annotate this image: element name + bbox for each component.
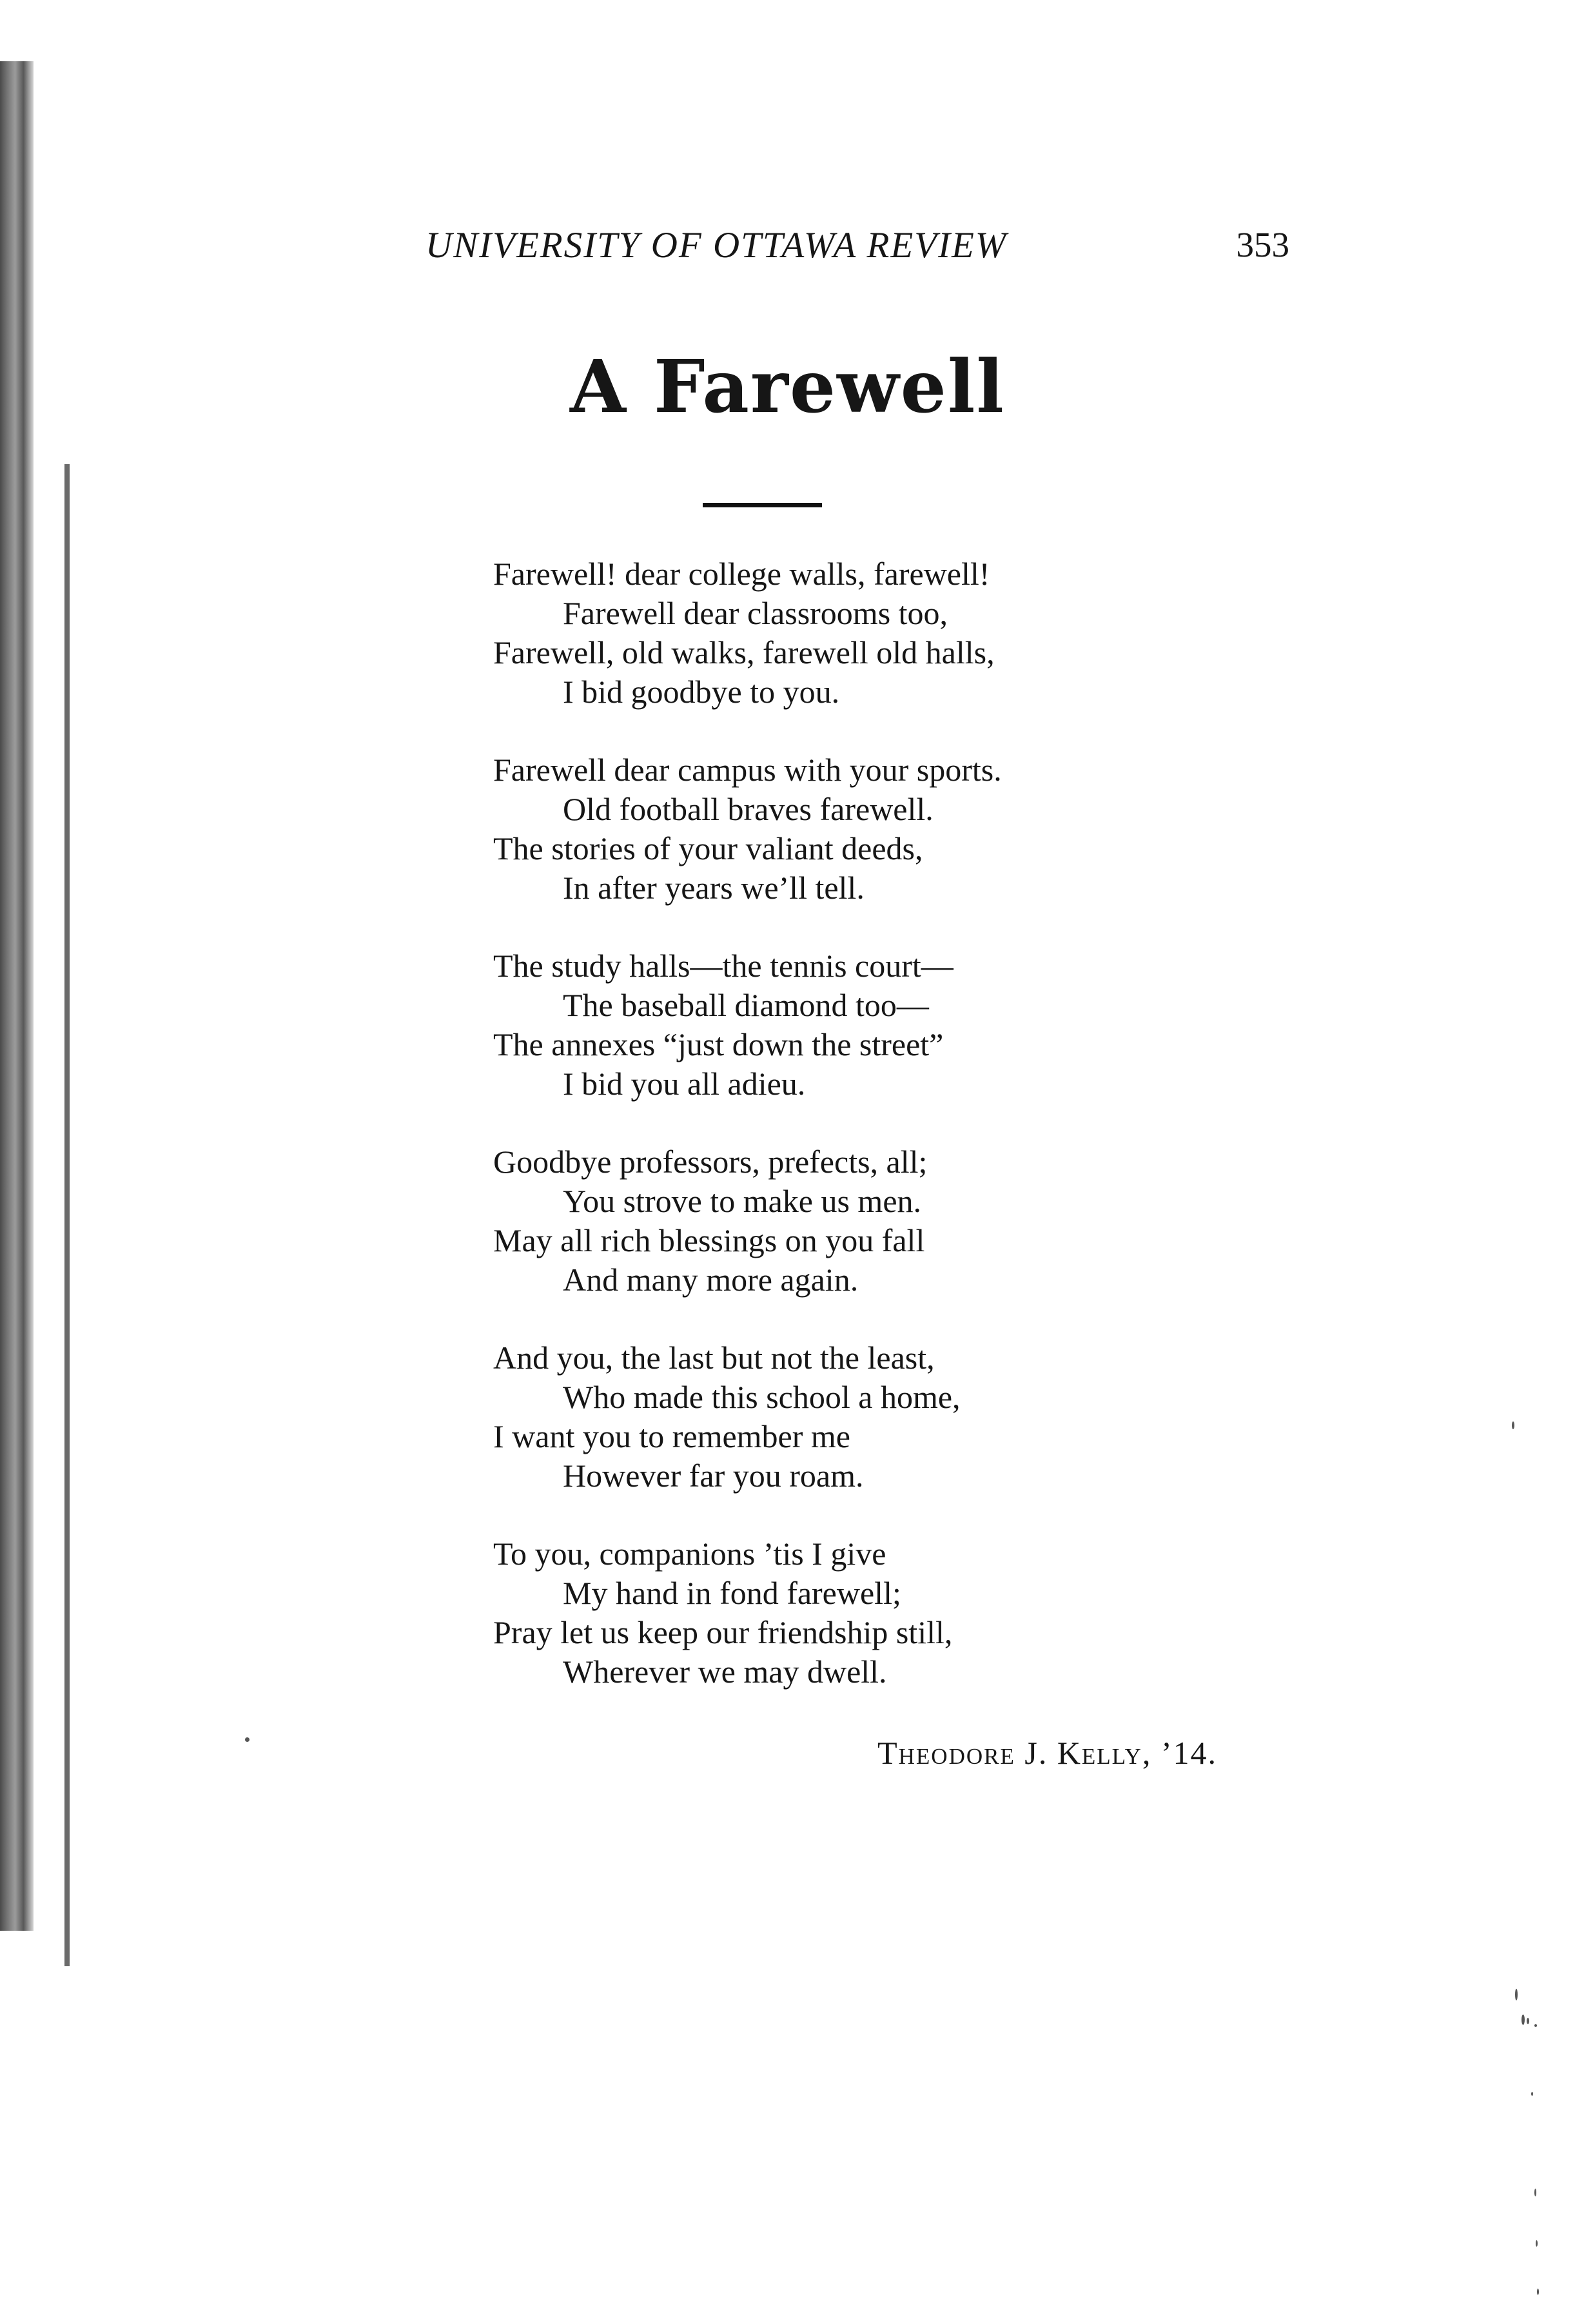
- poem-line: Farewell, old walks, farewell old halls,: [493, 634, 995, 670]
- stanza: [493, 1534, 1331, 1692]
- title-rule: [703, 503, 822, 507]
- running-header: [426, 224, 1289, 269]
- scan-speck: [245, 1737, 249, 1742]
- journal-title: UNIVERSITY OF OTTAWA REVIEW: [426, 225, 1008, 266]
- poem-line: In after years we’ll tell.: [563, 870, 865, 906]
- poem-line: You strove to make us men.: [563, 1183, 922, 1219]
- scan-speck: [1521, 2015, 1525, 2025]
- scan-edge-shadow: [0, 61, 34, 1931]
- scan-speck: [1537, 2289, 1539, 2295]
- poem-line: Pray let us keep our friendship still,: [493, 1614, 953, 1650]
- scan-speck: [1536, 2240, 1538, 2247]
- poem-line: My hand in fond farewell;: [563, 1575, 901, 1611]
- stanza: [493, 554, 1331, 712]
- scan-speck: [1512, 1421, 1514, 1429]
- page-number: 353: [1236, 225, 1289, 264]
- poem-line: However far you roam.: [563, 1458, 864, 1494]
- poem-line: The stories of your valiant deeds,: [493, 830, 923, 866]
- poem-line: Goodbye professors, prefects, all;: [493, 1144, 928, 1180]
- poem-line: May all rich blessings on you fall: [493, 1222, 925, 1258]
- poem-line: The baseball diamond too—: [563, 987, 929, 1023]
- scan-speck: [1531, 2092, 1533, 2096]
- poem-line: The annexes “just down the street”: [493, 1026, 944, 1062]
- poem-line: To you, companions ’tis I give: [493, 1536, 886, 1572]
- poem-body: [493, 554, 1331, 1730]
- poem-line: And you, the last but not the least,: [493, 1340, 935, 1376]
- stanza: [493, 1338, 1331, 1496]
- stanza: [493, 750, 1331, 908]
- poem-line: I bid you all adieu.: [563, 1066, 806, 1102]
- poem-line: Farewell dear campus with your sports.: [493, 752, 1002, 788]
- scan-speck: [1515, 1989, 1518, 2000]
- stanza: [493, 946, 1331, 1104]
- scan-edge-line: [64, 464, 70, 1966]
- poem-line: And many more again.: [563, 1262, 859, 1298]
- stanza: [493, 1142, 1331, 1300]
- author-signature: Theodore J. Kelly, ’14.: [877, 1735, 1217, 1771]
- poem-line: Who made this school a home,: [563, 1379, 961, 1415]
- poem-line: Farewell dear classrooms too,: [563, 595, 948, 631]
- scan-speck: [1527, 2018, 1529, 2024]
- poem-line: I bid goodbye to you.: [563, 674, 840, 710]
- poem-line: Wherever we may dwell.: [563, 1654, 887, 1690]
- poem-line: Old football braves farewell.: [563, 791, 934, 827]
- poem-line: I want you to remember me: [493, 1418, 850, 1454]
- poem-line: The study halls—the tennis court—: [493, 948, 954, 984]
- poem-title: A Farewell: [570, 345, 1005, 429]
- poem-line: Farewell! dear college walls, farewell!: [493, 556, 990, 592]
- scan-speck: [1534, 2189, 1536, 2196]
- scan-speck: [1534, 2024, 1537, 2027]
